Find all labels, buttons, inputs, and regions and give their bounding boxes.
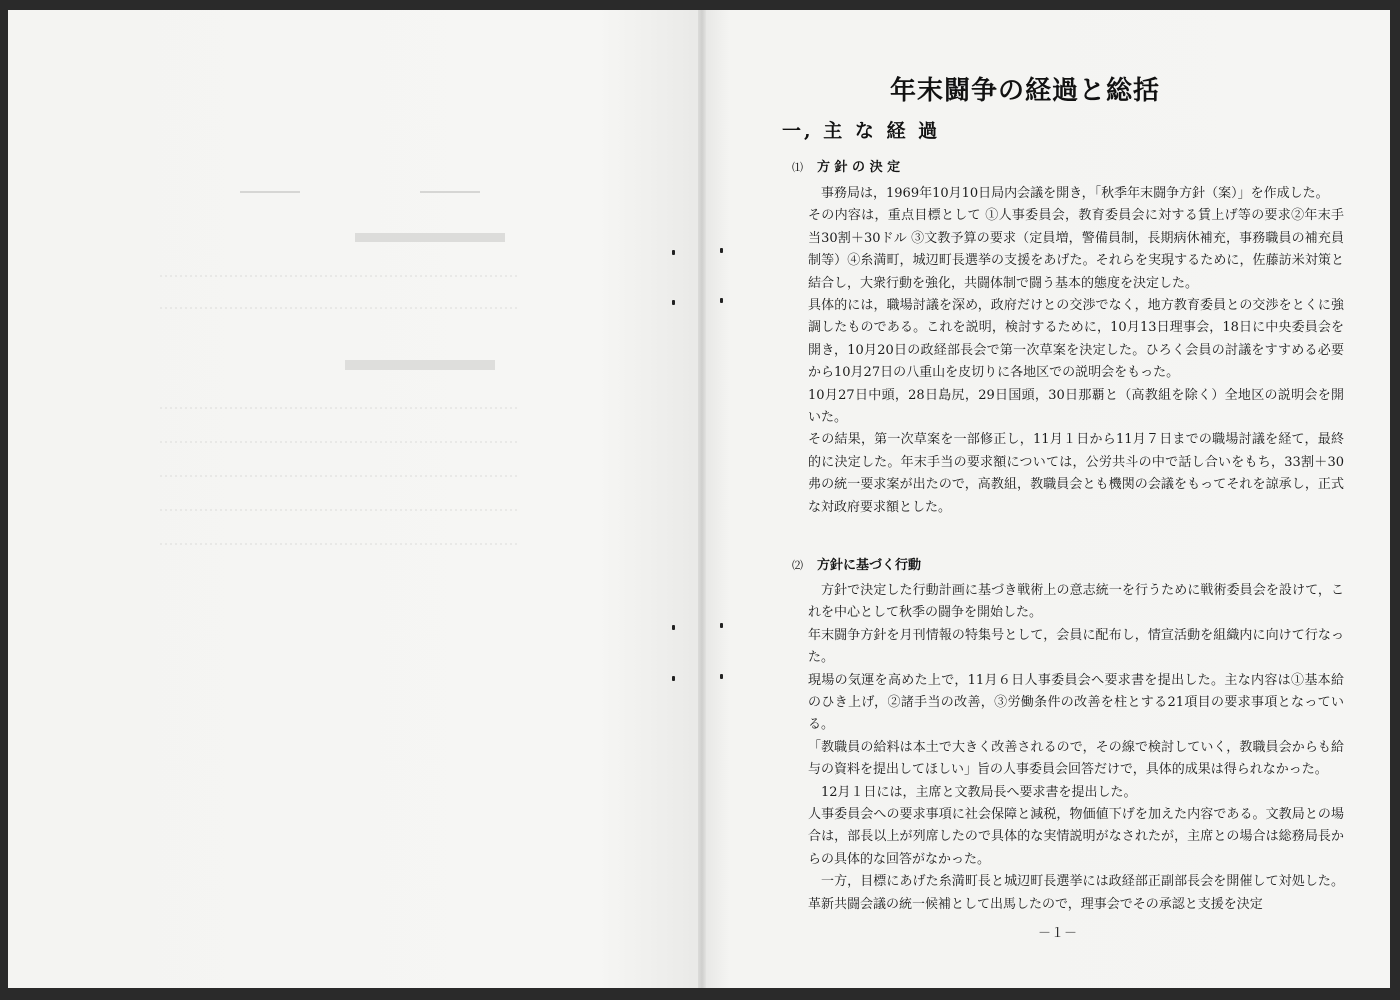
page-number: －１－ <box>1038 926 1078 941</box>
paragraph: 事務局は，1969年10月10日局内会議を開き，「秋季年末闘争方針（案）」を作成した。 <box>821 186 1329 201</box>
paragraph: 「教職員の給料は本土で大きく改善されるので，その線で検討していく，教職員会からも給与の資料を提出してほしい」旨の人事委員会回答だけで，具体的成果は得られなかった。 <box>808 739 1344 778</box>
page-gutter <box>698 10 706 988</box>
staple-mark <box>672 625 675 630</box>
paragraph: 現場の気運を高めた上で，11月６日人事委員会へ要求書を提出した。主な内容は①基本給のひき上げ，②諸手当の改善，③労働条件の改善を柱とする21項目の要求事項となっている。 <box>808 672 1344 733</box>
staple-mark <box>720 623 723 628</box>
subsection-heading-2 <box>792 554 921 573</box>
staple-mark <box>672 676 675 681</box>
staple-mark <box>672 250 675 255</box>
show-through-marks <box>100 170 620 570</box>
paragraph: その結果，第一次草案を一部修正し，11月１日から11月７日までの職場討議を経て，最終的に決定した。年末手当の要求額については，公労共斗の中で話し合いをもち，33割＋30弗の統一要求案が出たので，高教組，教職員会とも機関の会議をもってそれを諒承し，正式な対政府要求額とした。 <box>808 432 1344 515</box>
subsection-number: ⑵ <box>792 559 803 572</box>
staple-mark <box>720 298 723 303</box>
subsection-number: ⑴ <box>792 161 803 174</box>
document-title: 年末闘争の経過と総括 <box>890 76 1161 106</box>
subsection-title: 方針に基づく行動 <box>817 558 922 573</box>
section-heading: 一, 主 な 経 過 <box>782 120 941 142</box>
paragraph: 10月27日中頭，28日島尻，29日国頭，30日那覇と（高教組を除く）全地区の説明会を開いた。 <box>808 387 1344 426</box>
subsection-title: 方 針 の 決 定 <box>817 160 901 175</box>
paragraph: その内容は，重点目標として ①人事委員会，教育委員会に対する賃上げ等の要求②年末手当30割＋30ドル ③文教予算の要求（定員増，警備員制，長期病休補充，事務職員の補充員制等）④糸満町，城辺町長選挙の支援をあげた。それらを実現するために，佐藤訪米対策と結合し，大衆行動を強化，共闘体制で闘う基本的態度を決定した。 <box>808 208 1344 291</box>
paragraph: 具体的には，職場討議を深め，政府だけとの交渉でなく，地方教育委員との交渉をとくに強調したものである。これを説明，検討するために，10月13日理事会，18日に中央委員会を開き，10月20日の政経部長会で第一次草案を決定した。ひろく会員の討議をすすめる必要から10月27日の八重山を皮切りに各地区での説明会をもった。 <box>808 298 1344 381</box>
paragraph: 12月１日には，主席と文教局長へ要求書を提出した。 <box>821 784 1137 800</box>
staple-mark <box>720 248 723 253</box>
subsection-heading-1 <box>792 156 900 175</box>
paragraph: 人事委員会への要求事項に社会保障と減税，物価値下げを加えた内容である。文教局との場合は，部長以上が列席したので具体的な実情説明がなされたが，主席との場合は総務局長からの具体的な回答がなかった。 <box>808 807 1344 867</box>
section-1-body <box>808 183 1344 519</box>
staple-mark <box>672 300 675 305</box>
paragraph: 年末闘争方針を月刊情報の特集号として，会員に配布し，情宣活動を組織内に向けて行なった。 <box>808 627 1344 666</box>
staple-mark <box>720 674 723 679</box>
section-2-body <box>808 580 1344 916</box>
paragraph: 方針で決定した行動計画に基づき戦術上の意志統一を行うために戦術委員会を設けて，これを中心として秋季の闘争を開始した。 <box>808 583 1344 621</box>
paragraph: 一方，目標にあげた糸満町長と城辺町長選挙には政経部正副部長会を開催して対処した。革新共闘会議の統一候補として出馬したので，理事会でその承認と支援を決定 <box>808 874 1344 912</box>
